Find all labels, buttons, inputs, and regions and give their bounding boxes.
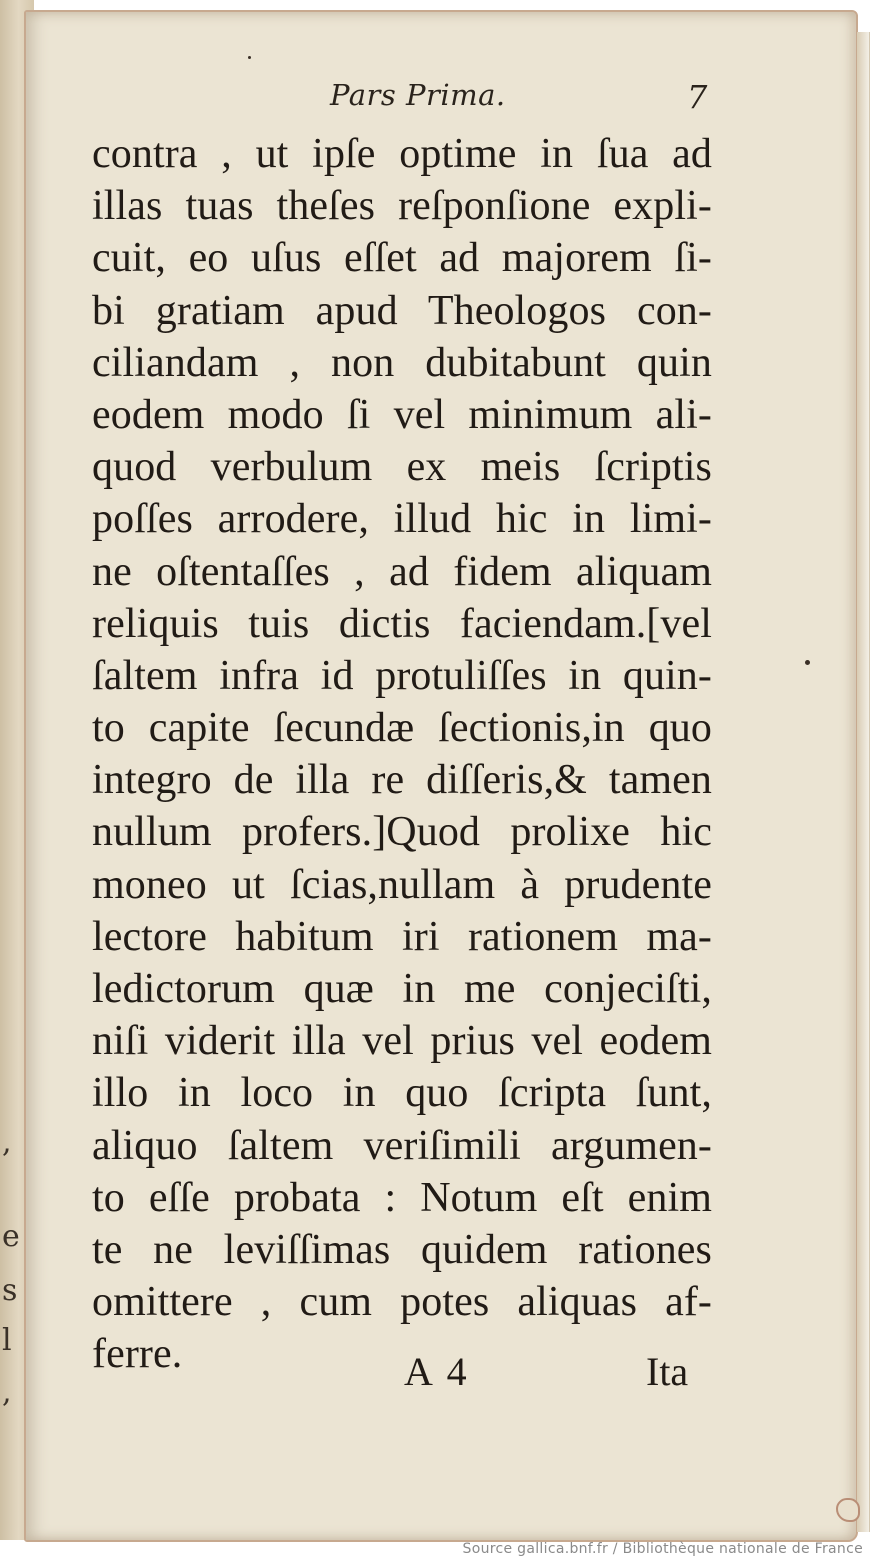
text-line: to capite ſecundæ ſectionis,in quo xyxy=(92,705,712,752)
page-number: 7 xyxy=(687,78,708,116)
signature-mark: A 4 xyxy=(404,1349,467,1394)
facing-page-glyph: s xyxy=(2,1273,18,1308)
text-line: aliquo ſaltem veriſimili argumen- xyxy=(92,1122,712,1169)
text-line: niſi viderit illa vel prius vel eodem xyxy=(92,1018,712,1065)
ink-speck xyxy=(248,56,251,59)
corner-curl xyxy=(836,1498,860,1522)
text-line: lectore habitum iri rationem ma- xyxy=(92,913,712,960)
text-line: bi gratiam apud Theologos con- xyxy=(92,287,712,334)
body-text xyxy=(92,128,712,1381)
source-credit: Source gallica.bnf.fr / Bibliothèque nationale de France xyxy=(462,1541,863,1557)
text-line: moneo ut ſcias,nullam à prudente xyxy=(92,861,712,908)
text-line: ferre. xyxy=(92,1331,183,1378)
text-line: integro de illa re diſſeris,& tamen xyxy=(92,757,712,804)
text-line: poſſes arrodere, illud hic in limi- xyxy=(92,496,712,543)
text-line: omittere , cum potes aliquas af- xyxy=(92,1279,712,1326)
text-line: ciliandam , non dubitabunt quin xyxy=(92,339,712,386)
text-line: ſaltem infra id protuliſſes in quin- xyxy=(92,652,712,699)
facing-page-glyph: , xyxy=(2,1375,12,1410)
text-line: illas tuas theſes reſponſione expli- xyxy=(92,183,712,230)
text-line: nullum profers.]Quod prolixe hic xyxy=(92,809,712,856)
text-line: eodem modo ſi vel minimum ali- xyxy=(92,391,712,438)
text-line: ledictorum quæ in me conjeciſti, xyxy=(92,966,712,1012)
facing-page-glyph: , xyxy=(2,1125,12,1160)
text-line: to eſſe probata : Notum eſt enim xyxy=(92,1174,712,1221)
text-line: contra , ut ipſe optime in ſua ad xyxy=(92,131,712,177)
facing-page-glyph: l xyxy=(2,1323,12,1358)
page-edge xyxy=(857,32,870,1532)
text-line: reliquis tuis dictis faciendam.[vel xyxy=(92,600,712,647)
catchword: Ita xyxy=(646,1349,689,1394)
text-line: illo in loco in quo ſcripta ſunt, xyxy=(92,1070,712,1117)
running-head: Pars Prima. xyxy=(330,78,506,112)
text-line: ne oſtentaſſes , ad fidem aliquam xyxy=(92,548,712,595)
facing-page-glyph: e xyxy=(2,1219,20,1254)
text-line: te ne leviſſimas quidem rationes xyxy=(92,1226,712,1273)
ink-speck xyxy=(805,660,810,665)
text-line: cuit, eo uſus eſſet ad majorem ſi- xyxy=(92,235,712,282)
text-line: quod verbulum ex meis ſcriptis xyxy=(92,444,712,491)
